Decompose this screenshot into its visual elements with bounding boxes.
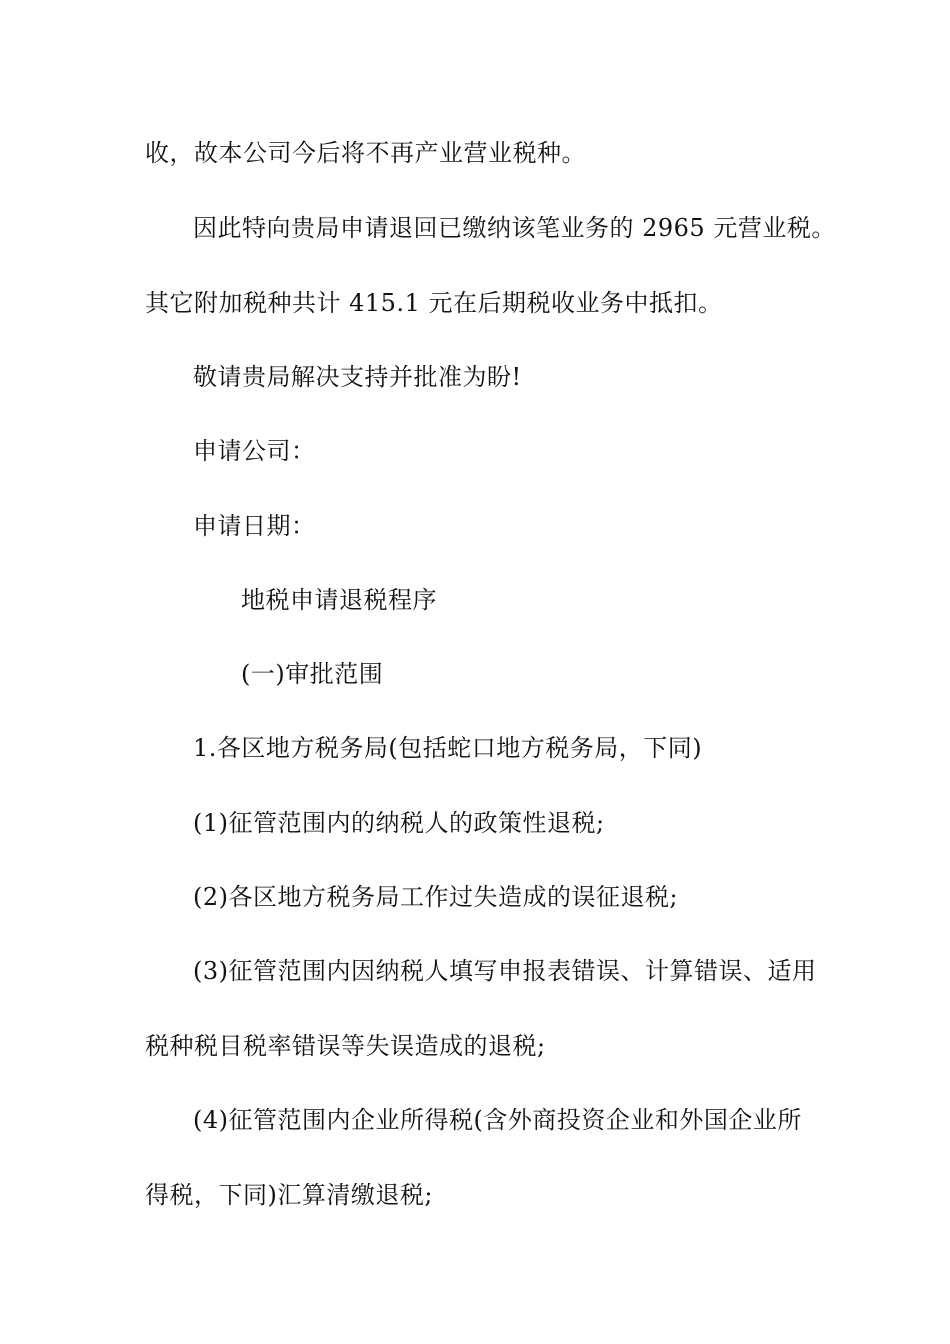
list-subitem-4: (4)征管范围内企业所得税(含外商投资企业和外国企业所 [193, 1106, 802, 1134]
paragraph-surcharge-offset: 其它附加税种共计 415.1 元在后期税收业务中抵扣。 [145, 289, 723, 317]
list-subitem-3: (3)征管范围内因纳税人填写申报表错误、计算错误、适用 [193, 957, 817, 985]
application-date-label: 申请日期： [193, 512, 316, 540]
list-subitem-4-continued: 得税，下同)汇算清缴退税; [145, 1181, 433, 1209]
paragraph-closing-request: 敬请贵局解决支持并批准为盼! [193, 363, 522, 391]
section-title: 地税申请退税程序 [241, 586, 437, 614]
applicant-company-label: 申请公司： [193, 437, 316, 465]
paragraph-continuation: 收，故本公司今后将不再产业营业税种。 [145, 139, 586, 167]
list-subitem-1: (1)征管范围内的纳税人的政策性退税; [193, 809, 605, 837]
subsection-heading: (一)审批范围 [241, 660, 384, 688]
paragraph-refund-request: 因此特向贵局申请退回已缴纳该笔业务的 2965 元营业税。 [193, 214, 836, 242]
list-subitem-3-continued: 税种税目税率错误等失误造成的退税; [145, 1032, 546, 1060]
list-subitem-2: (2)各区地方税务局工作过失造成的误征退税; [193, 883, 679, 911]
list-item-1: 1.各区地方税务局(包括蛇口地方税务局，下同) [193, 734, 703, 762]
